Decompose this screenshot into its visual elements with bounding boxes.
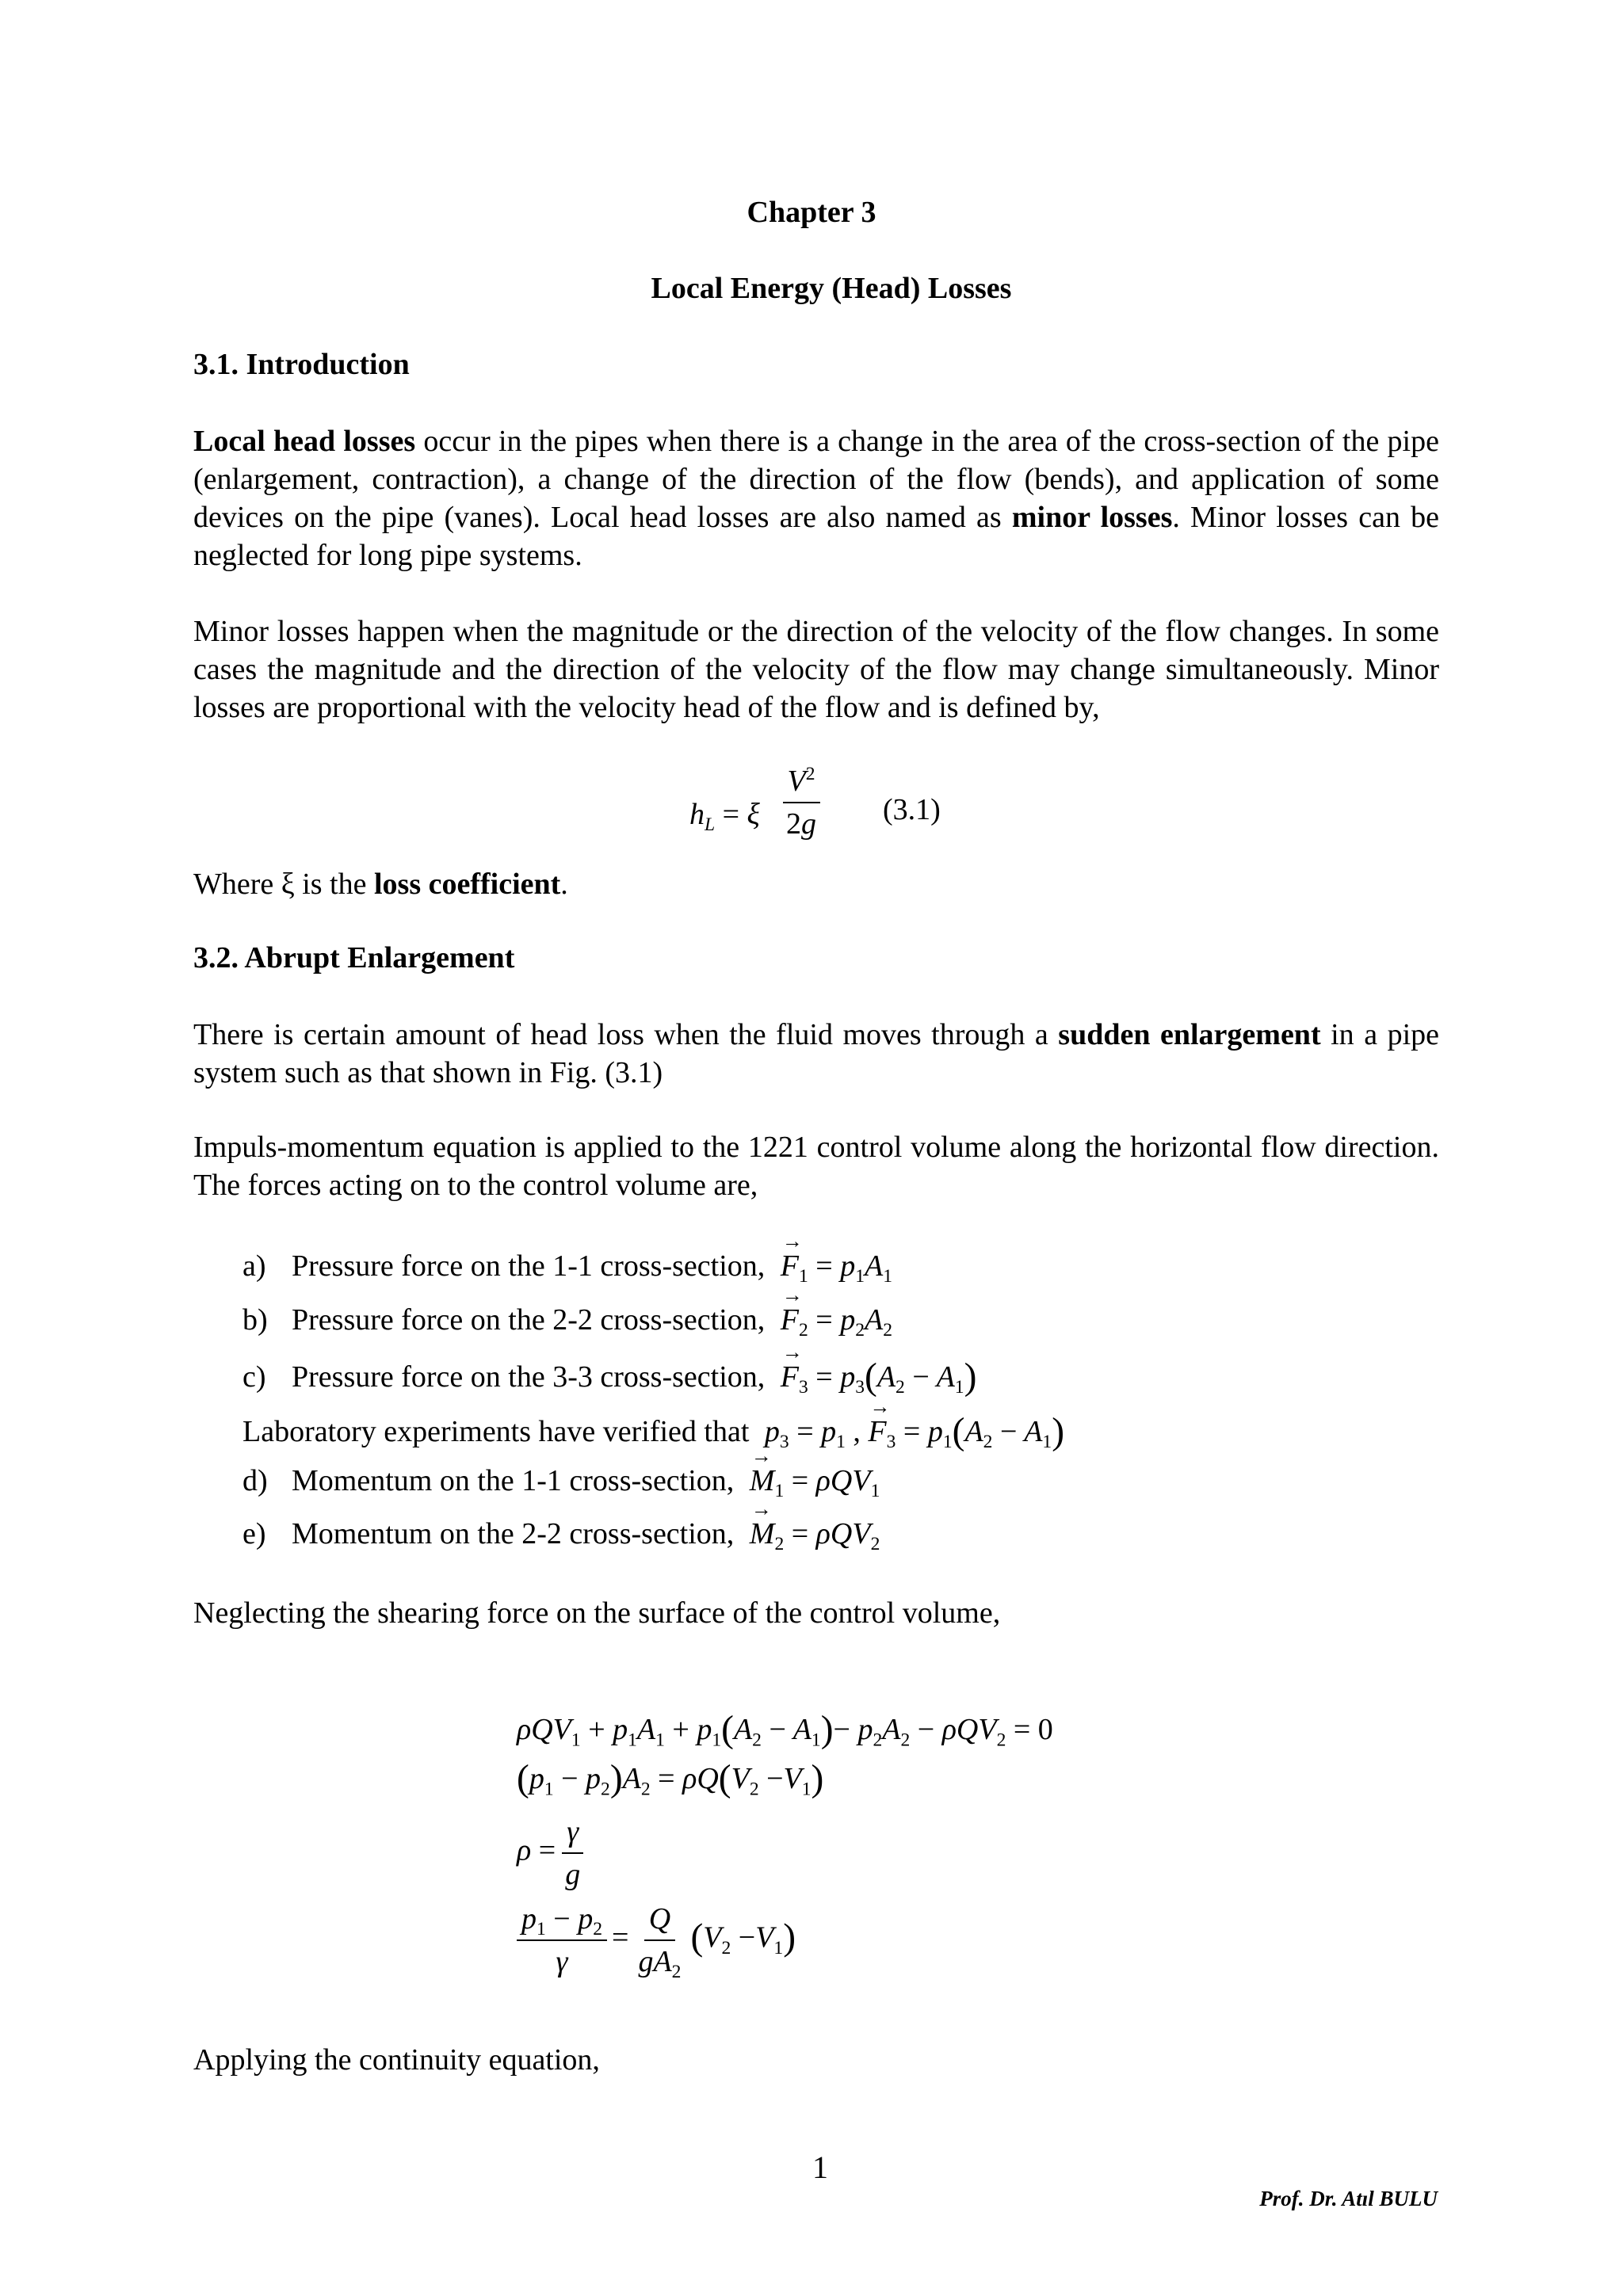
section-heading-introduction: 3.1. Introduction — [193, 348, 410, 381]
footer-author: Prof. Dr. Atıl BULU — [1259, 2187, 1438, 2210]
section-heading-abrupt-enlargement: 3.2. Abrupt Enlargement — [193, 941, 515, 974]
loss-coefficient-sentence: Where ξ is the loss coefficient. — [193, 868, 568, 901]
equation-3-1: $h_L = \xi$ — [689, 798, 760, 836]
density-equation: ρ = $\frac{\gamma}{g}$ — [517, 1813, 590, 1894]
force-list-item-a: a) Pressure force on the 1-1 cross-section, → $F_1 = p_1A_1$ — [242, 1249, 892, 1283]
force-list-item-b: b) Pressure force on the 2-2 cross-section, → $F_2 = p_2A_2$ — [242, 1302, 892, 1337]
intro-text-1: occur in the pipes when there is a change in the area of the cross-section of the pipe (enlargement, contraction), a change of the direction of the flow (bends), and application of some devices on the pipe (vanes). Local head losses are also named as — [193, 425, 1439, 534]
chapter-title: Local Energy (Head) Losses — [651, 272, 1012, 305]
term-loss-coefficient: loss coefficient — [373, 868, 561, 901]
momentum-list-item-e: e) Momentum on the 2-2 cross-section, → $M_2 = \rho QV_2$ — [242, 1516, 880, 1551]
equation-3-1-number: (3.1) — [883, 793, 941, 826]
force-list-item-c: c) Pressure force on the 3-3 cross-section, → $F_3 = p_3(A_2 - A_1)$ — [242, 1356, 976, 1398]
term-sudden-enlargement: sudden enlargement — [1058, 1018, 1321, 1051]
pressure-difference-equation: $(p_1 - p_2)A_2 = \rho Q(V_2 -V_1)$ — [517, 1758, 824, 1800]
head-difference-equation: $\frac{p_1 - p_2}{\gamma}$ = $\frac{Q}{gA_2}$ $(V_2 -V_1)$ — [517, 1900, 796, 1981]
page-number: 1 — [812, 2149, 828, 2185]
chapter-label: Chapter 3 — [747, 196, 876, 229]
momentum-list-item-d: d) Momentum on the 1-1 cross-section, → $M_1 = \rho QV_1$ — [242, 1463, 880, 1498]
intro-paragraph-1 — [193, 422, 1439, 574]
momentum-balance-equation: $\rho QV_1 + p_1A_1 + p_1(A_2 - A_1)- p_2A_2 - \rho QV_2 = 0$ — [517, 1709, 1053, 1751]
lab-experiment-note: Laboratory experiments have verified that $p_3 = p_1$ , → $F_3 = p_1(A_2 - A_1)$ — [242, 1410, 1064, 1453]
shearing-force-sentence: Neglecting the shearing force on the surface of the control volume, — [193, 1596, 1001, 1630]
intro-paragraph-2: Minor losses happen when the magnitude or the direction of the velocity of the flow changes. In some cases the magnitude and the direction of the velocity of the flow may change simultaneously. Minor losses are proportional with the velocity head of the flow and is defined by, — [193, 615, 1439, 724]
enlargement-paragraph-1: There is certain amount of head loss when the fluid moves through a sudden enlargement in a pipe system such as that shown in Fig. (3.1) — [193, 1018, 1439, 1089]
term-minor-losses: minor losses — [1011, 501, 1173, 534]
term-local-head-losses: Local head losses — [193, 425, 416, 458]
intro-text-2: . Minor losses can be neglected for long pipe systems. — [193, 501, 1439, 572]
equation-3-1-fraction: $\frac{V^2}{2g}$ — [777, 762, 826, 843]
enlargement-paragraph-2: Impuls-momentum equation is applied to the 1221 control volume along the horizontal flow direction. The forces acting on to the control volume are, — [193, 1131, 1439, 1202]
continuity-sentence: Applying the continuity equation, — [193, 2043, 600, 2077]
